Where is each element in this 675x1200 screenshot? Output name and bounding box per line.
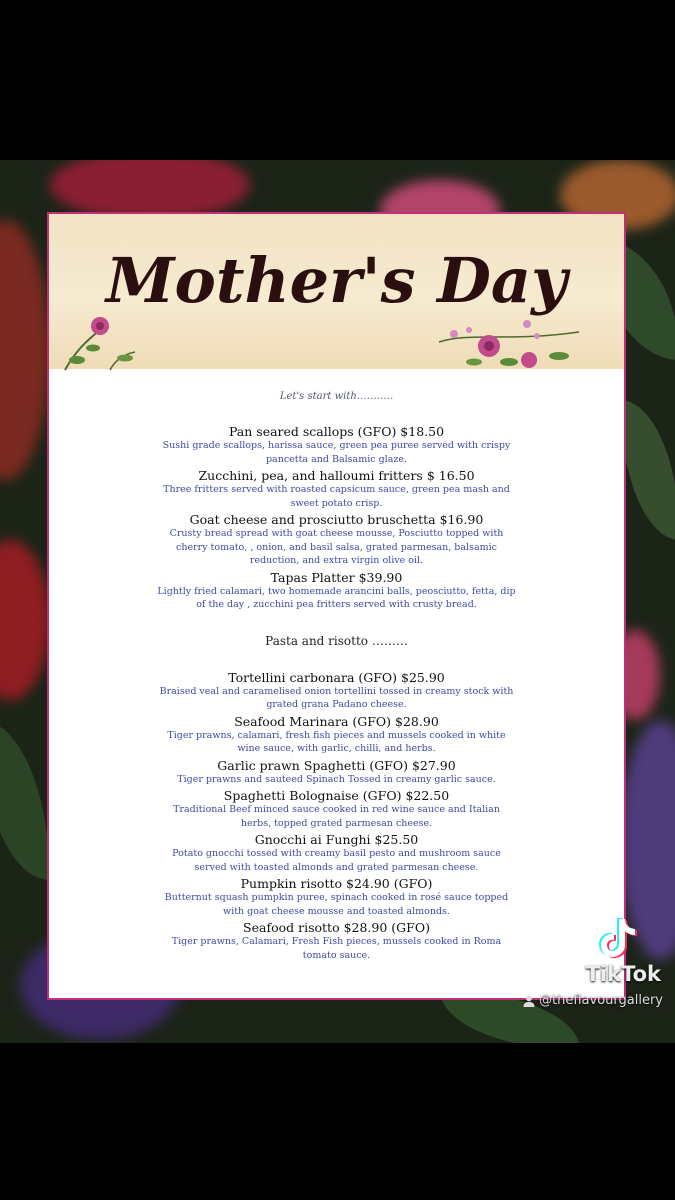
dish-description: Butternut squash pumpkin puree, spinach cooked in rosé sauce topped with goat cheese mousse and toasted almonds. [164,892,509,917]
bg-flower-red-top [50,160,250,220]
bg-flower-red-left [0,220,50,480]
dish-name: Pan seared scallops (GFO) $18.50 [228,424,445,439]
tiktok-brand: TikTok [585,962,661,986]
menu-body [49,369,624,962]
tiktok-logo-icon [599,915,639,959]
menu-item [49,570,624,612]
starters-list [49,424,624,612]
dish-name: Pumpkin risotto $24.90 (GFO) [240,876,433,891]
dish-description: Tiger prawns, Calamari, Fresh Fish pieces, mussels cooked in Roma tomato sauce. [171,936,502,961]
mains-list [49,670,624,963]
menu-item [49,920,624,962]
dish-description: Tiger prawns and sauteed Spinach Tossed in creamy garlic sauce. [177,773,496,785]
menu-item [49,714,624,756]
intro-text: Let's start with……….. [279,391,394,402]
dish-name: Goat cheese and prosciutto bruschetta $16.90 [189,512,484,527]
user-icon [523,995,535,1007]
tiktok-handle[interactable] [523,993,663,1008]
dish-description: Lightly fried calamari, two homemade arancini balls, peosciutto, fetta, dip of the day , zucchini pea fritters served with crusty bread. [157,585,516,610]
dish-name: Tapas Platter $39.90 [270,569,403,585]
dish-description: Sushi grade scallops, harissa sauce, green pea puree served with crispy pancetta and Balsamic glaze. [162,440,511,465]
dish-description: Crusty bread spread with goat cheese mousse, Posciutto topped with cherry tomato, , onion, and basil salsa, grated parmesan, balsamic reduction, and extra virgin olive oil. [169,528,504,566]
menu-header [49,214,624,369]
bg-leaf [0,720,50,880]
menu-item [49,468,624,510]
menu-item [49,788,624,830]
dish-name: Tortellini carbonara (GFO) $25.90 [228,669,445,685]
dish-name: Spaghetti Bolognaise (GFO) $22.50 [223,788,450,803]
menu-card [47,212,626,1000]
menu-item [49,670,624,712]
menu-item [49,876,624,918]
section-title-pasta: Pasta and risotto ……… [265,633,408,648]
dish-name: Seafood risotto $28.90 (GFO) [243,920,430,935]
dish-description: Tiger prawns, calamari, fresh fish pieces and mussels cooked in white wine sauce, with garlic, chilli, and herbs. [167,729,506,754]
menu-title: Mother's Day [105,244,568,317]
dish-description: Braised veal and caramelised onion tortellini tossed in creamy stock with grated grana Padano cheese. [159,685,514,710]
bg-leaf [620,400,675,540]
dish-description: Traditional Beef minced sauce cooked in red wine sauce and Italian herbs, topped grated parmesan cheese. [173,804,500,829]
dish-description: Potato gnocchi tossed with creamy basil pesto and mushroom sauce served with toasted almonds and grated parmesan cheese. [172,848,501,873]
tiktok-handle-text: @theflavourgallery [539,993,663,1008]
dish-name: Zucchini, pea, and halloumi fritters $ 16.50 [198,468,475,483]
dish-name: Garlic prawn Spaghetti (GFO) $27.90 [217,757,456,773]
video-frame [0,160,675,1043]
menu-item [49,832,624,874]
dish-description: Three fritters served with roasted capsicum sauce, green pea mash and sweet potato crisp. [163,484,510,509]
bg-flower-red-left2 [0,540,50,700]
menu-item [49,758,624,787]
menu-item [49,424,624,466]
dish-name: Gnocchi ai Funghi $25.50 [254,832,419,847]
menu-item [49,512,624,568]
dish-name: Seafood Marinara (GFO) $28.90 [234,713,439,729]
